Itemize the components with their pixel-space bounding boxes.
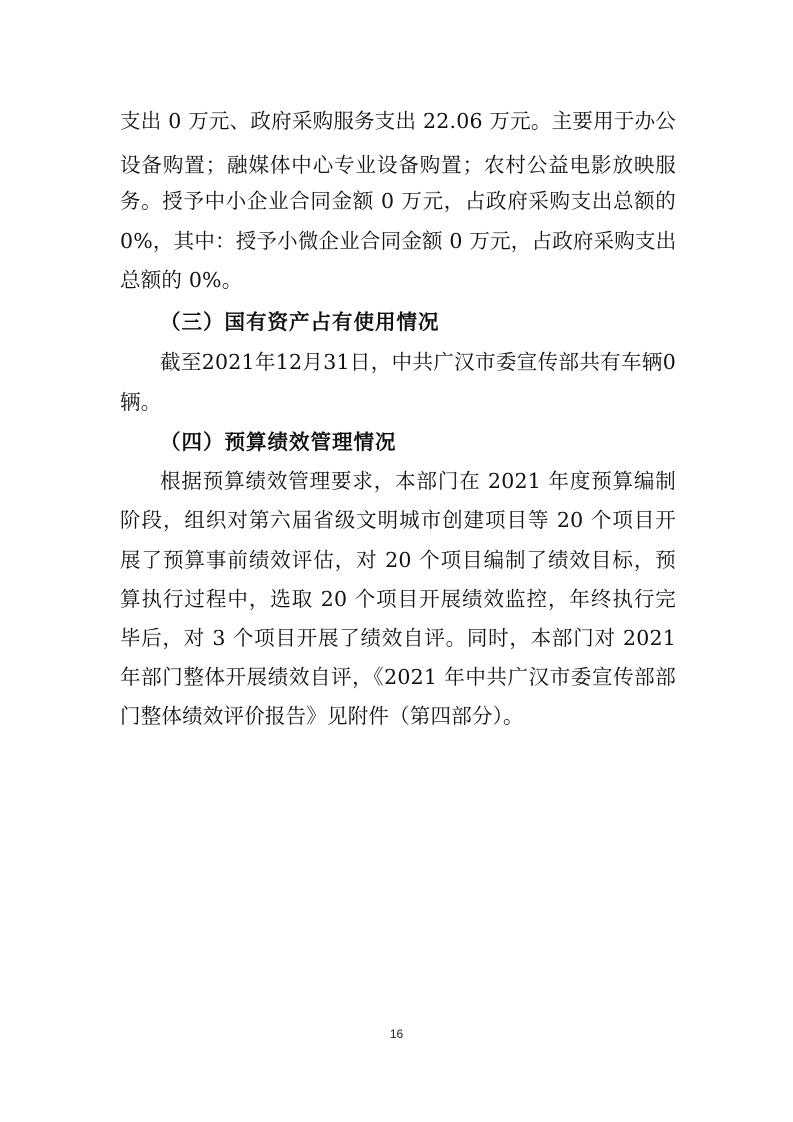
paragraph-line: 算执行过程中，选取 20 个项目开展绩效监控，年终执行完 bbox=[120, 587, 676, 611]
paragraph-line: 辆。 bbox=[120, 390, 162, 414]
section-heading-performance-management: （四）预算绩效管理情况 bbox=[160, 430, 397, 454]
paragraph-line: 设备购置；融媒体中心专业设备购置；农村公益电影放映服 bbox=[120, 153, 676, 177]
paragraph-line: 根据预算绩效管理要求，本部门在 2021 年度预算编制 bbox=[160, 469, 676, 493]
page-number: 16 bbox=[389, 1027, 404, 1041]
paragraph-line: 展了预算事前绩效评估，对 20 个项目编制了绩效目标，预 bbox=[120, 548, 676, 572]
paragraph-line: 年部门整体开展绩效自评，《2021 年中共广汉市委宣传部部 bbox=[120, 665, 676, 689]
paragraph-line: 0%，其中：授予小微企业合同金额 0 万元，占政府采购支出 bbox=[120, 229, 677, 253]
paragraph-line: 务。授予中小企业合同金额 0 万元，占政府采购支出总额的 bbox=[120, 189, 676, 213]
paragraph-line: 支出 0 万元、政府采购服务支出 22.06 万元。主要用于办公 bbox=[120, 109, 676, 133]
section-heading-state-assets: （三）国有资产占有使用情况 bbox=[160, 310, 440, 334]
paragraph-line: 总额的 0%。 bbox=[120, 268, 243, 292]
paragraph-line: 截至2021年12月31日，中共广汉市委宣传部共有车辆0 bbox=[160, 350, 676, 374]
paragraph-line: 门整体绩效评价报告》见附件（第四部分）。 bbox=[120, 704, 524, 728]
paragraph-line: 毕后，对 3 个项目开展了绩效自评。同时，本部门对 2021 bbox=[120, 626, 676, 650]
paragraph-line: 阶段，组织对第六届省级文明城市创建项目等 20 个项目开 bbox=[120, 508, 676, 532]
